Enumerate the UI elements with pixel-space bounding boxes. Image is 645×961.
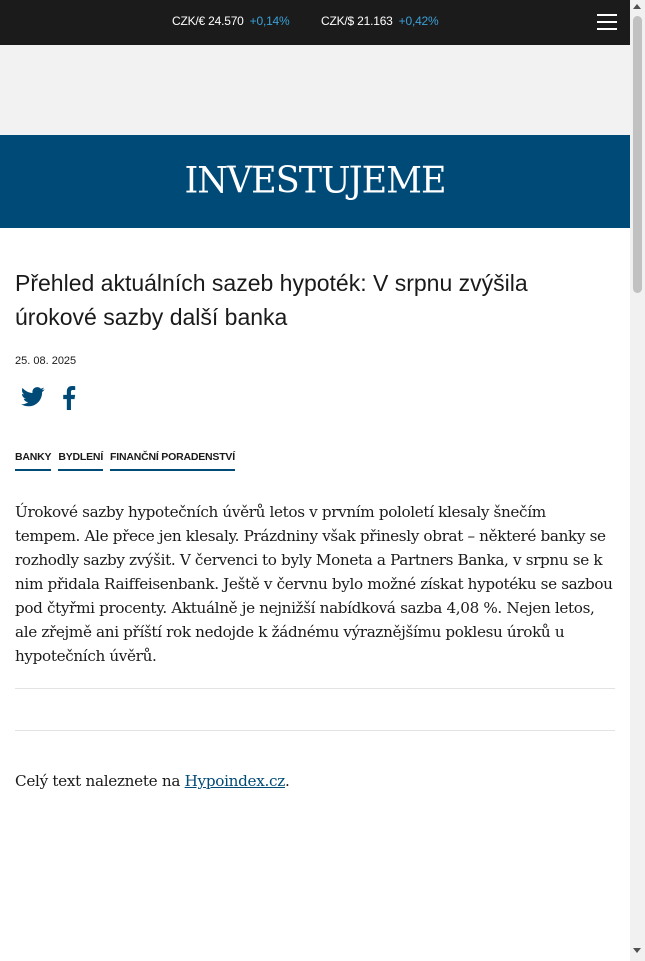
source-prefix: Celý text naleznete na bbox=[15, 772, 185, 790]
ticker-eur bbox=[172, 14, 290, 28]
scroll-down-arrow-icon[interactable] bbox=[633, 948, 641, 953]
source-suffix: . bbox=[284, 772, 290, 790]
logo-banner[interactable] bbox=[0, 135, 630, 228]
site-logo[interactable]: INVESTUJEME bbox=[184, 160, 446, 202]
tag-financni-poradenstvi[interactable]: FINANČNÍ PORADENSTVÍ bbox=[110, 451, 235, 471]
facebook-icon bbox=[62, 386, 76, 410]
twitter-share-button[interactable] bbox=[21, 386, 45, 412]
vertical-scrollbar[interactable] bbox=[630, 0, 645, 961]
hamburger-menu-icon[interactable] bbox=[597, 14, 617, 30]
currency-ticker-bar bbox=[0, 0, 630, 45]
article-date: 25. 08. 2025 bbox=[15, 355, 77, 367]
divider bbox=[15, 688, 615, 689]
tag-banky[interactable]: BANKY bbox=[15, 451, 51, 471]
article-perex: Úrokové sazby hypotečních úvěrů letos v prvním pololetí klesaly šnečím tempem. Ale přece jen klesaly. Prázdniny však přinesly obrat – některé banky se rozhodly sazby zvýšit. V červenci to byly Moneta a Partners Banka, v srpnu se k nim přidala Raiffeisenbank. Ještě v červnu bylo možné získat hypotéku se sazbou pod čtyřmi procenty. Aktuálně je nejnižší nabídková sazba 4,08 %. Nejen letos, ale zřejmě ani příští rok nedojde k žádnému výraznějšímu poklesu úroků u hypotečních úvěrů. bbox=[15, 503, 613, 665]
ticker-change: +0,14% bbox=[249, 14, 290, 28]
ticker-pair: CZK/€ 24.570 bbox=[172, 14, 244, 28]
twitter-icon bbox=[21, 386, 45, 408]
article-tags bbox=[15, 447, 242, 471]
source-link[interactable]: Hypoindex.cz bbox=[184, 772, 285, 790]
scroll-up-arrow-icon[interactable] bbox=[633, 4, 641, 9]
divider bbox=[15, 730, 615, 731]
menu-line bbox=[597, 14, 617, 16]
ticker-pair: CZK/$ 21.163 bbox=[321, 14, 393, 28]
menu-line bbox=[597, 28, 617, 30]
tag-bydleni[interactable]: BYDLENÍ bbox=[58, 451, 103, 471]
ticker-change: +0,42% bbox=[398, 14, 439, 28]
article-title: Přehled aktuálních sazeb hypoték: V srpnu zvýšila úrokové sazby další banka bbox=[15, 270, 528, 330]
menu-line bbox=[597, 21, 617, 23]
ticker-usd bbox=[321, 14, 439, 28]
scrollbar-thumb[interactable] bbox=[633, 16, 642, 293]
facebook-share-button[interactable] bbox=[62, 386, 78, 412]
ad-placeholder bbox=[0, 45, 630, 135]
source-note bbox=[15, 772, 289, 790]
